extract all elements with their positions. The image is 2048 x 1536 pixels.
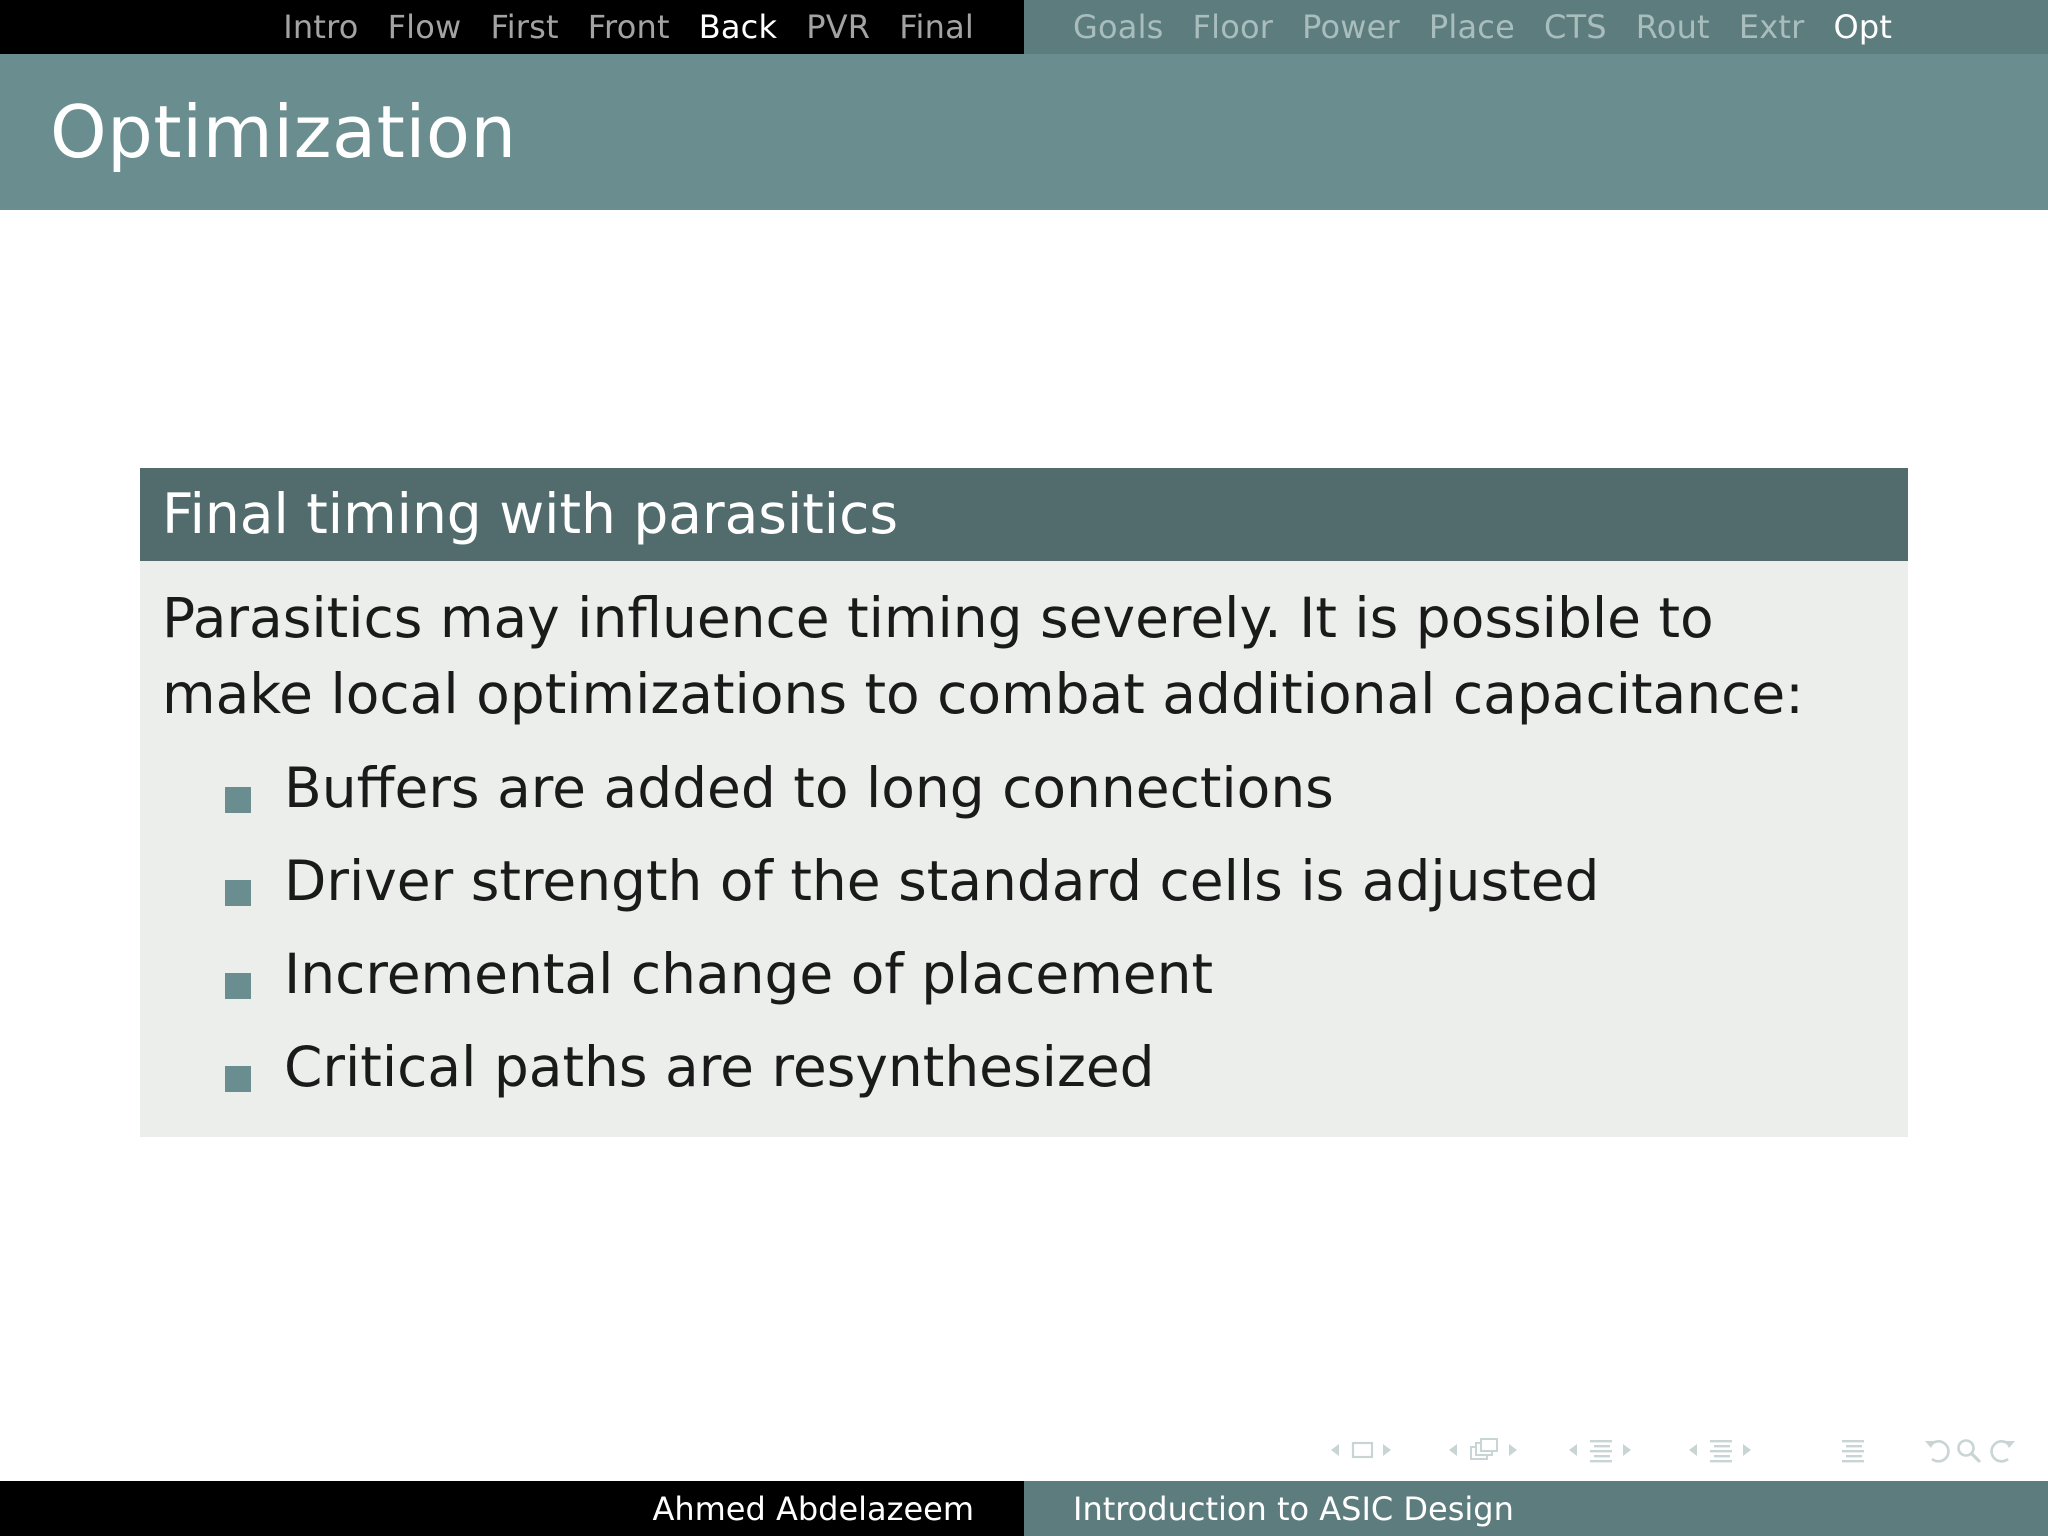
list-item [140,753,1840,846]
prev-frame-icon[interactable] [1328,1432,1342,1468]
frame-title-bar [0,54,2048,210]
section-navigation [0,0,1024,54]
nav-section-front[interactable]: Front [587,8,670,46]
nav-subsection-power[interactable]: Power [1302,8,1400,46]
bullet-square-icon [225,973,251,999]
nav-subsection-goals[interactable]: Goals [1073,8,1164,46]
bullet-text: Incremental change of placement [284,942,1214,1006]
footer-title-panel [1024,1481,2048,1536]
next-section-icon[interactable] [1620,1432,1634,1468]
nav-section-first[interactable]: First [490,8,559,46]
block-paragraph: Parasitics may influence timing severely. It is possible to make local optimizations to combat additional capacitance: [162,586,1804,726]
nav-section-pvr[interactable]: PVR [806,8,871,46]
bullet-text: Critical paths are resynthesized [284,1035,1155,1099]
nav-subsection-floor[interactable]: Floor [1192,8,1274,46]
subsection-navigation [1024,0,2048,54]
section-icon[interactable] [1586,1432,1616,1468]
block-title: Final timing with parasitics [162,482,898,546]
bullet-square-icon [225,1066,251,1092]
content-block [140,468,1908,1137]
bullet-square-icon [225,880,251,906]
prev-document-icon[interactable] [1686,1432,1700,1468]
page-title: Optimization [50,90,517,174]
nav-subsection-cts[interactable]: CTS [1543,8,1607,46]
footer-bar [0,1481,2048,1536]
nav-subsection-opt[interactable]: Opt [1833,8,1893,46]
bullet-list [140,753,1840,1125]
footer-author-panel [0,1481,1024,1536]
document-icon[interactable] [1706,1432,1736,1468]
nav-subsection-rout[interactable]: Rout [1635,8,1710,46]
subsection-icon[interactable] [1468,1432,1502,1468]
list-item [140,939,1840,1032]
next-document-icon[interactable] [1740,1432,1754,1468]
navigation-symbols [1320,1432,2032,1468]
next-subsection-icon[interactable] [1506,1432,1520,1468]
footer-title: Introduction to ASIC Design [1073,1489,1514,1528]
bullet-text: Driver strength of the standard cells is adjusted [284,849,1600,913]
next-frame-icon[interactable] [1380,1432,1394,1468]
nav-subsection-extr[interactable]: Extr [1738,8,1805,46]
search-icon[interactable] [1954,1432,1984,1468]
prev-section-icon[interactable] [1566,1432,1580,1468]
redo-icon[interactable] [1986,1432,2018,1468]
top-navigation-bar [0,0,2048,54]
nav-section-back[interactable]: Back [698,8,778,46]
toc-icon[interactable] [1838,1432,1868,1468]
nav-section-final[interactable]: Final [899,8,974,46]
block-header [140,468,1908,561]
bullet-square-icon [225,787,251,813]
footer-author: Ahmed Abdelazeem [652,1489,974,1528]
bullet-text: Buffers are added to long connections [284,756,1334,820]
undo-icon[interactable] [1922,1432,1954,1468]
list-item [140,1032,1840,1125]
nav-section-flow[interactable]: Flow [387,8,462,46]
prev-subsection-icon[interactable] [1446,1432,1460,1468]
nav-section-intro[interactable]: Intro [283,8,359,46]
frame-icon[interactable] [1350,1432,1376,1468]
nav-subsection-place[interactable]: Place [1428,8,1515,46]
list-item [140,846,1840,939]
